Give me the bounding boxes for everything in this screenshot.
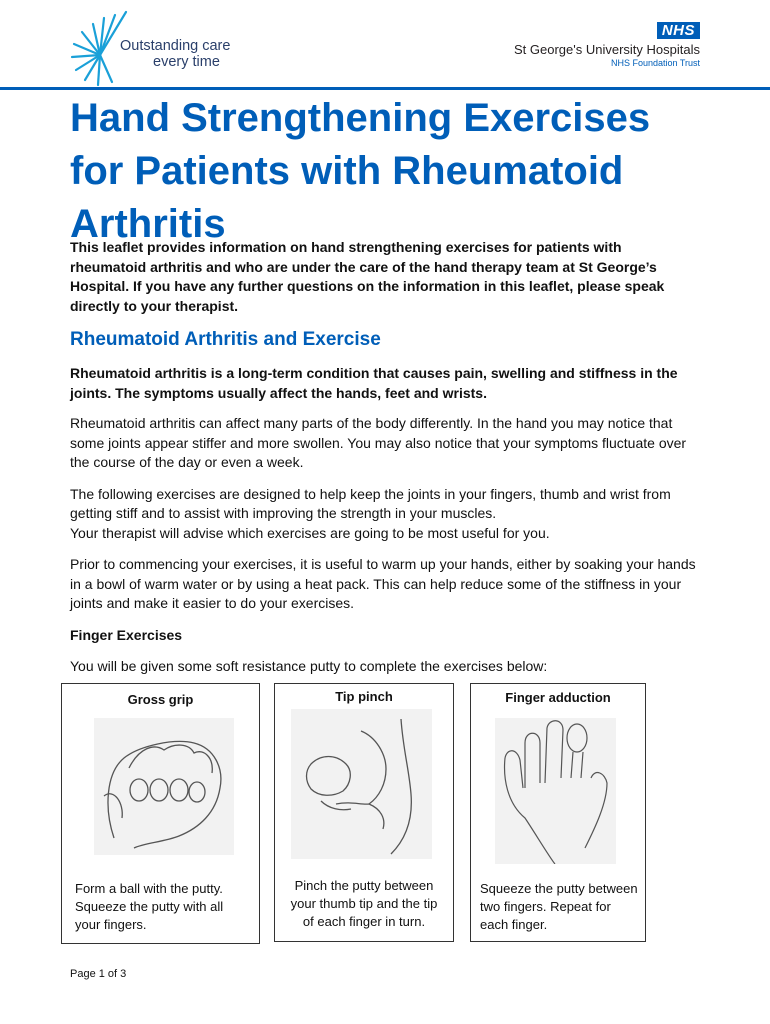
exercise-title: Tip pinch [335, 689, 393, 704]
organisation-name: St George's University Hospitals [514, 42, 700, 57]
header-divider [0, 87, 770, 90]
finger-adduction-illustration [495, 718, 616, 864]
finger-exercises-intro: You will be given some soft resistance putty to complete the exercises below: [70, 658, 548, 674]
finger-exercises-heading: Finger Exercises [70, 626, 183, 643]
section-heading: Rheumatoid Arthritis and Exercise [70, 329, 381, 350]
exercise-title: Finger adduction [505, 690, 611, 705]
exercise-caption: Pinch the putty between your thumb tip and the tip of each finger in turn. [290, 878, 438, 929]
trust-name: NHS Foundation Trust [610, 58, 700, 68]
nhs-logo: NHS [657, 22, 700, 39]
exercise-title: Gross grip [127, 692, 194, 707]
intro-paragraph: This leaflet provides information on hand strengthening exercises for patients with rheumatoid arthritis and who are under the care of the hand therapy team at St George’s Hospital. If you have any further questions on the information in this leaflet, please speak directly to your therapist. [70, 239, 665, 314]
main-content [70, 238, 700, 689]
logo-line-1: Outstanding care [120, 38, 231, 54]
paragraph-3: Prior to commencing your exercises, it is useful to warm up your hands, either by soaking your hands in a bowl of warm water or by using a heat pack. This can help reduce some of the stiffness in your joints and make it easier to do your exercises. [70, 556, 696, 611]
tip-pinch-illustration [291, 709, 432, 859]
gross-grip-illustration [94, 718, 234, 855]
section-summary: Rheumatoid arthritis is a long-term condition that causes pain, swelling and stiffness in the joints. The symptoms usually affect the hands, feet and wrists. [70, 365, 678, 401]
hospital-logo [70, 10, 240, 90]
logo-tagline [120, 38, 230, 70]
exercise-card-tip-pinch [274, 683, 454, 942]
paragraph-2a: The following exercises are designed to help keep the joints in your fingers, thumb and wrist from getting stiff and to assist with improving the strength in your muscles. [70, 485, 671, 521]
page-title: Hand Strengthening Exercises for Patients with Rheumatoid Arthritis [70, 96, 651, 246]
exercise-card-finger-adduction [470, 683, 646, 942]
exercise-caption: Squeeze the putty between two fingers. Repeat for each finger. [480, 881, 638, 932]
exercise-caption: Form a ball with the putty. Squeeze the putty with all your fingers. [75, 881, 224, 932]
paragraph-2b: Your therapist will advise which exercises are going to be most useful for you. [70, 524, 550, 541]
paragraph-1: Rheumatoid arthritis can affect many parts of the body differently. In the hand you may notice that some joints appear stiffer and more swollen. You may also notice that your symptoms fluctuate over the course of the day or even a week. [70, 415, 687, 470]
paragraph-2 [70, 485, 700, 544]
page-number: Page 1 of 3 [70, 968, 127, 980]
logo-line-2: every time [153, 54, 220, 70]
nhs-branding [514, 22, 700, 68]
exercise-card-gross-grip [61, 683, 260, 944]
